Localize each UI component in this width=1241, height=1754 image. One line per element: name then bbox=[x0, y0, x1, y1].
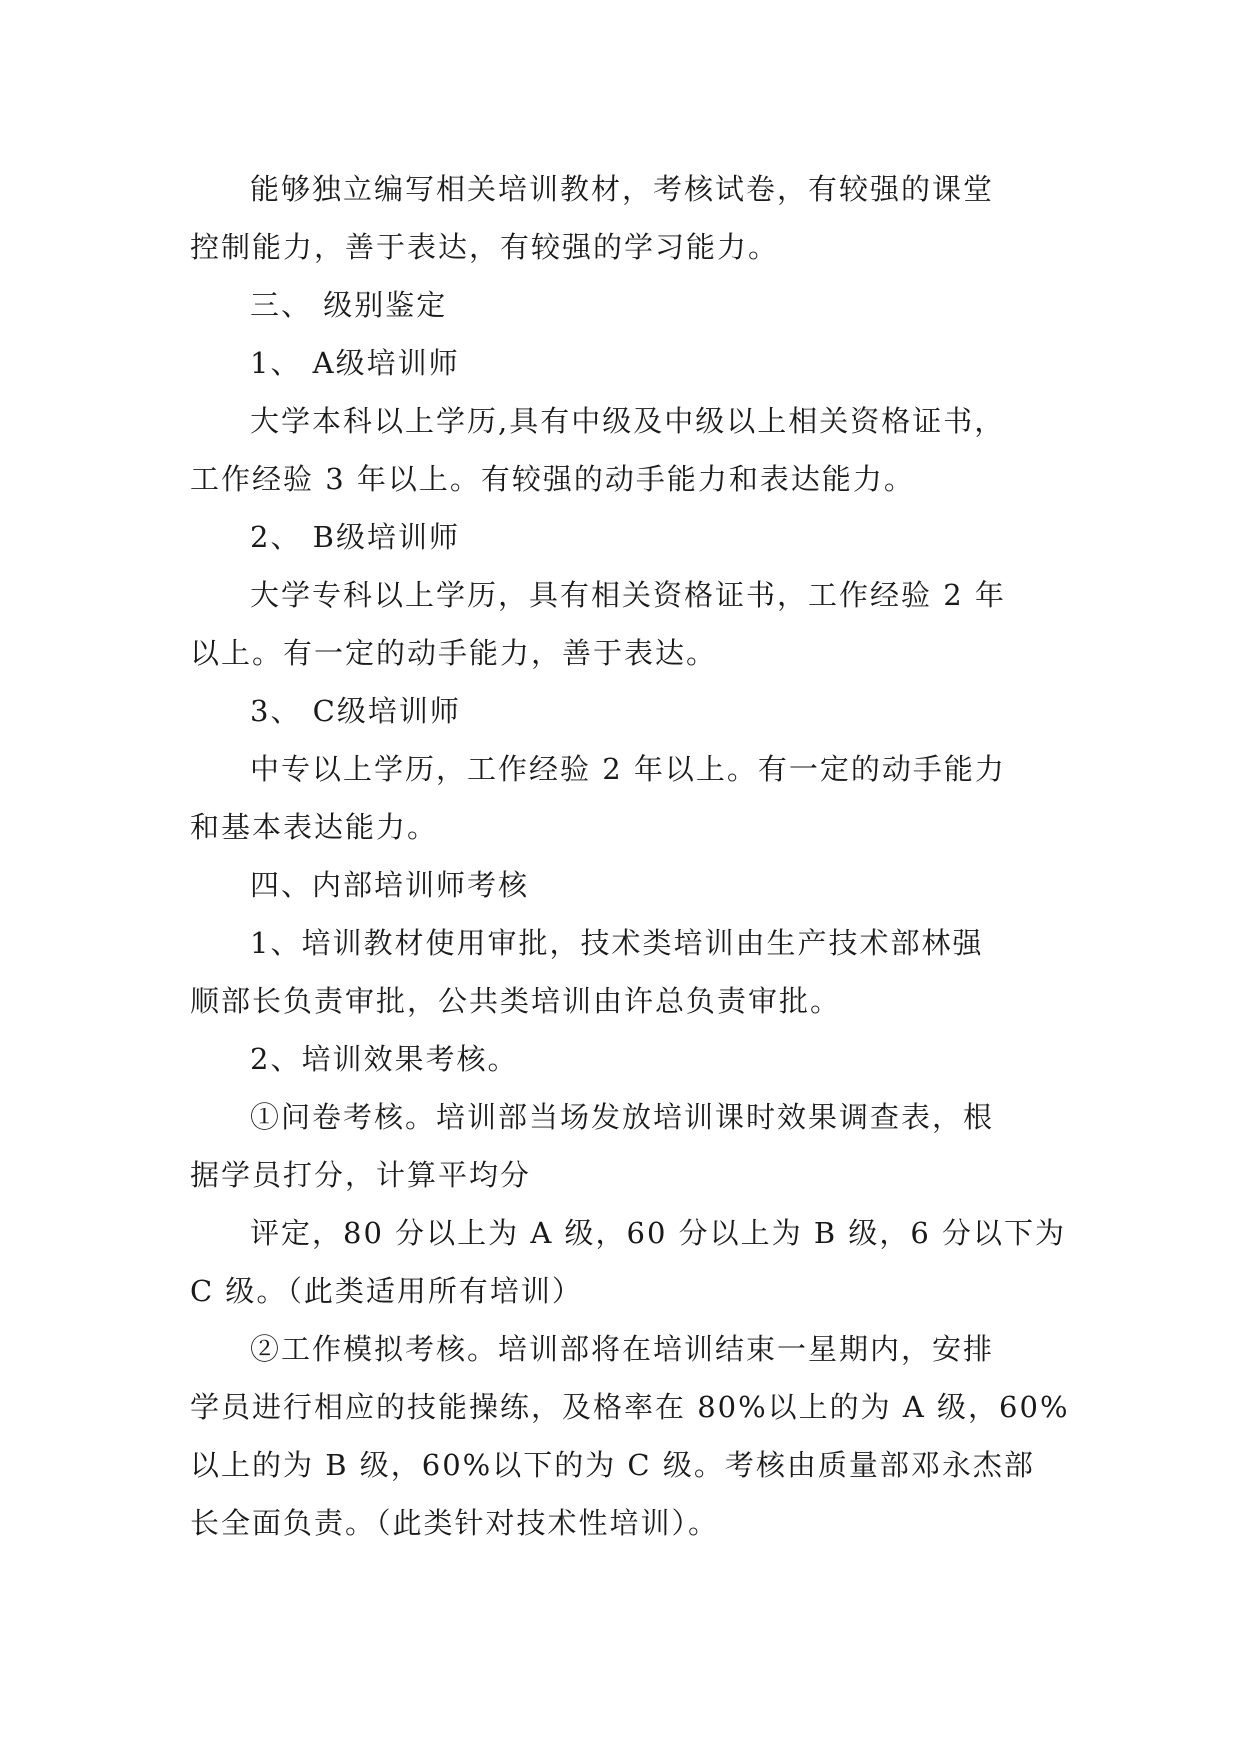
paragraph-line: 能够独立编写相关培训教材，考核试卷，有较强的课堂 bbox=[250, 172, 995, 206]
paragraph-line: 顺部长负责审批，公共类培训由许总负责审批。 bbox=[190, 984, 842, 1018]
paragraph-line: 三、 级别鉴定 bbox=[250, 288, 448, 322]
paragraph-line: 大学专科以上学历，具有相关资格证书，工作经验 2 年 bbox=[250, 578, 1006, 612]
paragraph-line: 和基本表达能力。 bbox=[190, 810, 439, 844]
paragraph-line: 长全面负责。（此类针对技术性培训）。 bbox=[190, 1506, 720, 1540]
paragraph-line: 2、 B级培训师 bbox=[250, 520, 460, 554]
paragraph-line: 1、 A级培训师 bbox=[250, 346, 460, 380]
paragraph-line: 工作经验 3 年以上。有较强的动手能力和表达能力。 bbox=[190, 462, 915, 496]
paragraph-line: C 级。（此类适用所有培训） bbox=[190, 1274, 583, 1308]
paragraph-line: ②工作模拟考核。培训部将在培训结束一星期内，安排 bbox=[250, 1332, 995, 1366]
paragraph-line: ①问卷考核。培训部当场发放培训课时效果调查表，根 bbox=[250, 1100, 995, 1134]
paragraph-line: 中专以上学历，工作经验 2 年以上。有一定的动手能力 bbox=[250, 752, 1006, 786]
paragraph-line: 学员进行相应的技能操练，及格率在 80%以上的为 A 级，60% bbox=[190, 1390, 1070, 1424]
paragraph-line: 大学本科以上学历,具有中级及中级以上相关资格证书， bbox=[250, 404, 1006, 438]
paragraph-line: 2、培训效果考核。 bbox=[250, 1042, 519, 1076]
document-body bbox=[190, 160, 1070, 1552]
paragraph-line: 1、培训教材使用审批，技术类培训由生产技术部林强 bbox=[250, 926, 984, 960]
paragraph-line: 四、内部培训师考核 bbox=[250, 868, 530, 902]
paragraph-line: 控制能力，善于表达，有较强的学习能力。 bbox=[190, 230, 780, 264]
paragraph-line: 据学员打分，计算平均分 bbox=[190, 1158, 532, 1192]
paragraph-line: 以上。有一定的动手能力，善于表达。 bbox=[190, 636, 718, 670]
paragraph-line: 3、 C级培训师 bbox=[250, 694, 461, 728]
paragraph-line: 评定，80 分以上为 A 级，60 分以上为 B 级，6 分以下为 bbox=[250, 1216, 1067, 1250]
paragraph-line: 以上的为 B 级，60%以下的为 C 级。考核由质量部邓永杰部 bbox=[190, 1448, 1035, 1482]
